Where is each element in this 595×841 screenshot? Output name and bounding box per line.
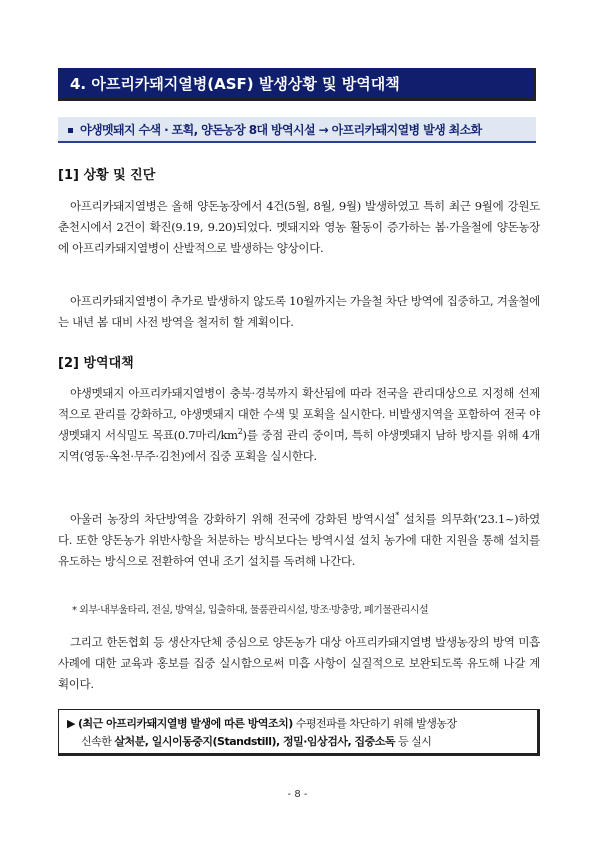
measures-paragraph-1-part-a: 야생멧돼지 아프리카돼지열병이 충북·경북까지 확산됨에 따라 전국을 관리대상으로 지정해 선제적으로 관리를 강화하고, 야생멧돼지 대한 수색 및 포획을 실시한다. 비발생지역을 포함하여 전국 야생멧돼지 서식밀도 목표(0.7마리/km	[58, 386, 540, 442]
square-bullet-icon	[68, 128, 73, 133]
action-items: 살처분, 일시이동중지(Standstill), 정밀·임상검사, 집중소독	[114, 735, 395, 748]
action-box	[58, 709, 540, 756]
page-number: - 8 -	[287, 789, 308, 800]
action-text-1: 수평전파를 차단하기 위해 발생농장	[292, 717, 457, 730]
action-text-2: 신속한	[81, 735, 115, 748]
action-text-3: 등 실시	[394, 735, 432, 748]
heading-measures: [2] 방역대책	[58, 356, 134, 371]
footnote: * 외부·내부울타리, 전실, 방역실, 입출하대, 물품관리시설, 방조·방충망, 폐기물관리시설	[72, 605, 429, 616]
measures-paragraph-3: 그리고 한돈협회 등 생산자단체 중심으로 양돈농가 대상 아프리카돼지열병 발생농장의 방역 미흡사례에 대한 교육과 홍보를 집중 실시함으로써 미흡 사항이 실질적으로 보완되도록 유도해 나갈 계획이다.	[58, 635, 540, 691]
measures-paragraph-2-part-b: 설치를 의무화('23.1~)하였다. 또한 양돈농가 위반사항을 처분하는 방식보다는 방역시설 설치 농가에 대한 지원을 통해 설치를 유도하는 방식으로 전환하여 연내 조기 설치를 독려해 나간다.	[58, 512, 540, 568]
action-line-1	[67, 715, 529, 733]
status-paragraph-1: 아프리카돼지열병은 올해 양돈농장에서 4건(5월, 8월, 9월) 발생하였고 특히 최근 9월에 강원도 춘천시에서 2건이 확진(9.19, 9.20)되었다. 멧돼지와 영농 활동이 증가하는 봄·가을철에 양돈농장에 아프리카돼지열병이 산발적으로 발생하는 양상이다.	[58, 199, 540, 255]
status-paragraph-2: 아프리카돼지열병이 추가로 발생하지 않도록 10월까지는 가을철 차단 방역에 집중하고, 겨울철에는 내년 봄 대비 사전 방역을 철저히 할 계획이다.	[58, 294, 540, 329]
action-line-2	[67, 733, 529, 751]
footnote-marker: *	[395, 511, 399, 521]
action-lead: (최근 아프리카돼지열병 발생에 따른 방역조치)	[77, 717, 293, 730]
measures-paragraph-2-part-a: 아울러 농장의 차단방역을 강화하기 위해 전국에 강화된 방역시설	[70, 512, 396, 526]
superscript-2: 2	[237, 427, 243, 437]
measures-paragraph-1	[58, 383, 540, 467]
summary-text: 야생멧돼지 수색 · 포획, 양돈농장 8대 방역시설 → 아프리카돼지열병 발생 최소화	[80, 123, 482, 137]
arrow-icon: ▶	[67, 717, 75, 730]
measures-paragraph-2	[58, 509, 540, 572]
heading-status: [1] 상황 및 진단	[58, 168, 156, 183]
summary-box	[58, 117, 536, 143]
measures-paragraph-1-part-b: )를 중점 관리 중이며, 특히 야생멧돼지 남하 방지를 위해 4개 지역(영동·옥천·무주·김천)에서 집중 포획을 실시한다.	[58, 428, 540, 463]
section-title: 4. 아프리카돼지열병(ASF) 발생상황 및 방역대책	[58, 68, 536, 101]
